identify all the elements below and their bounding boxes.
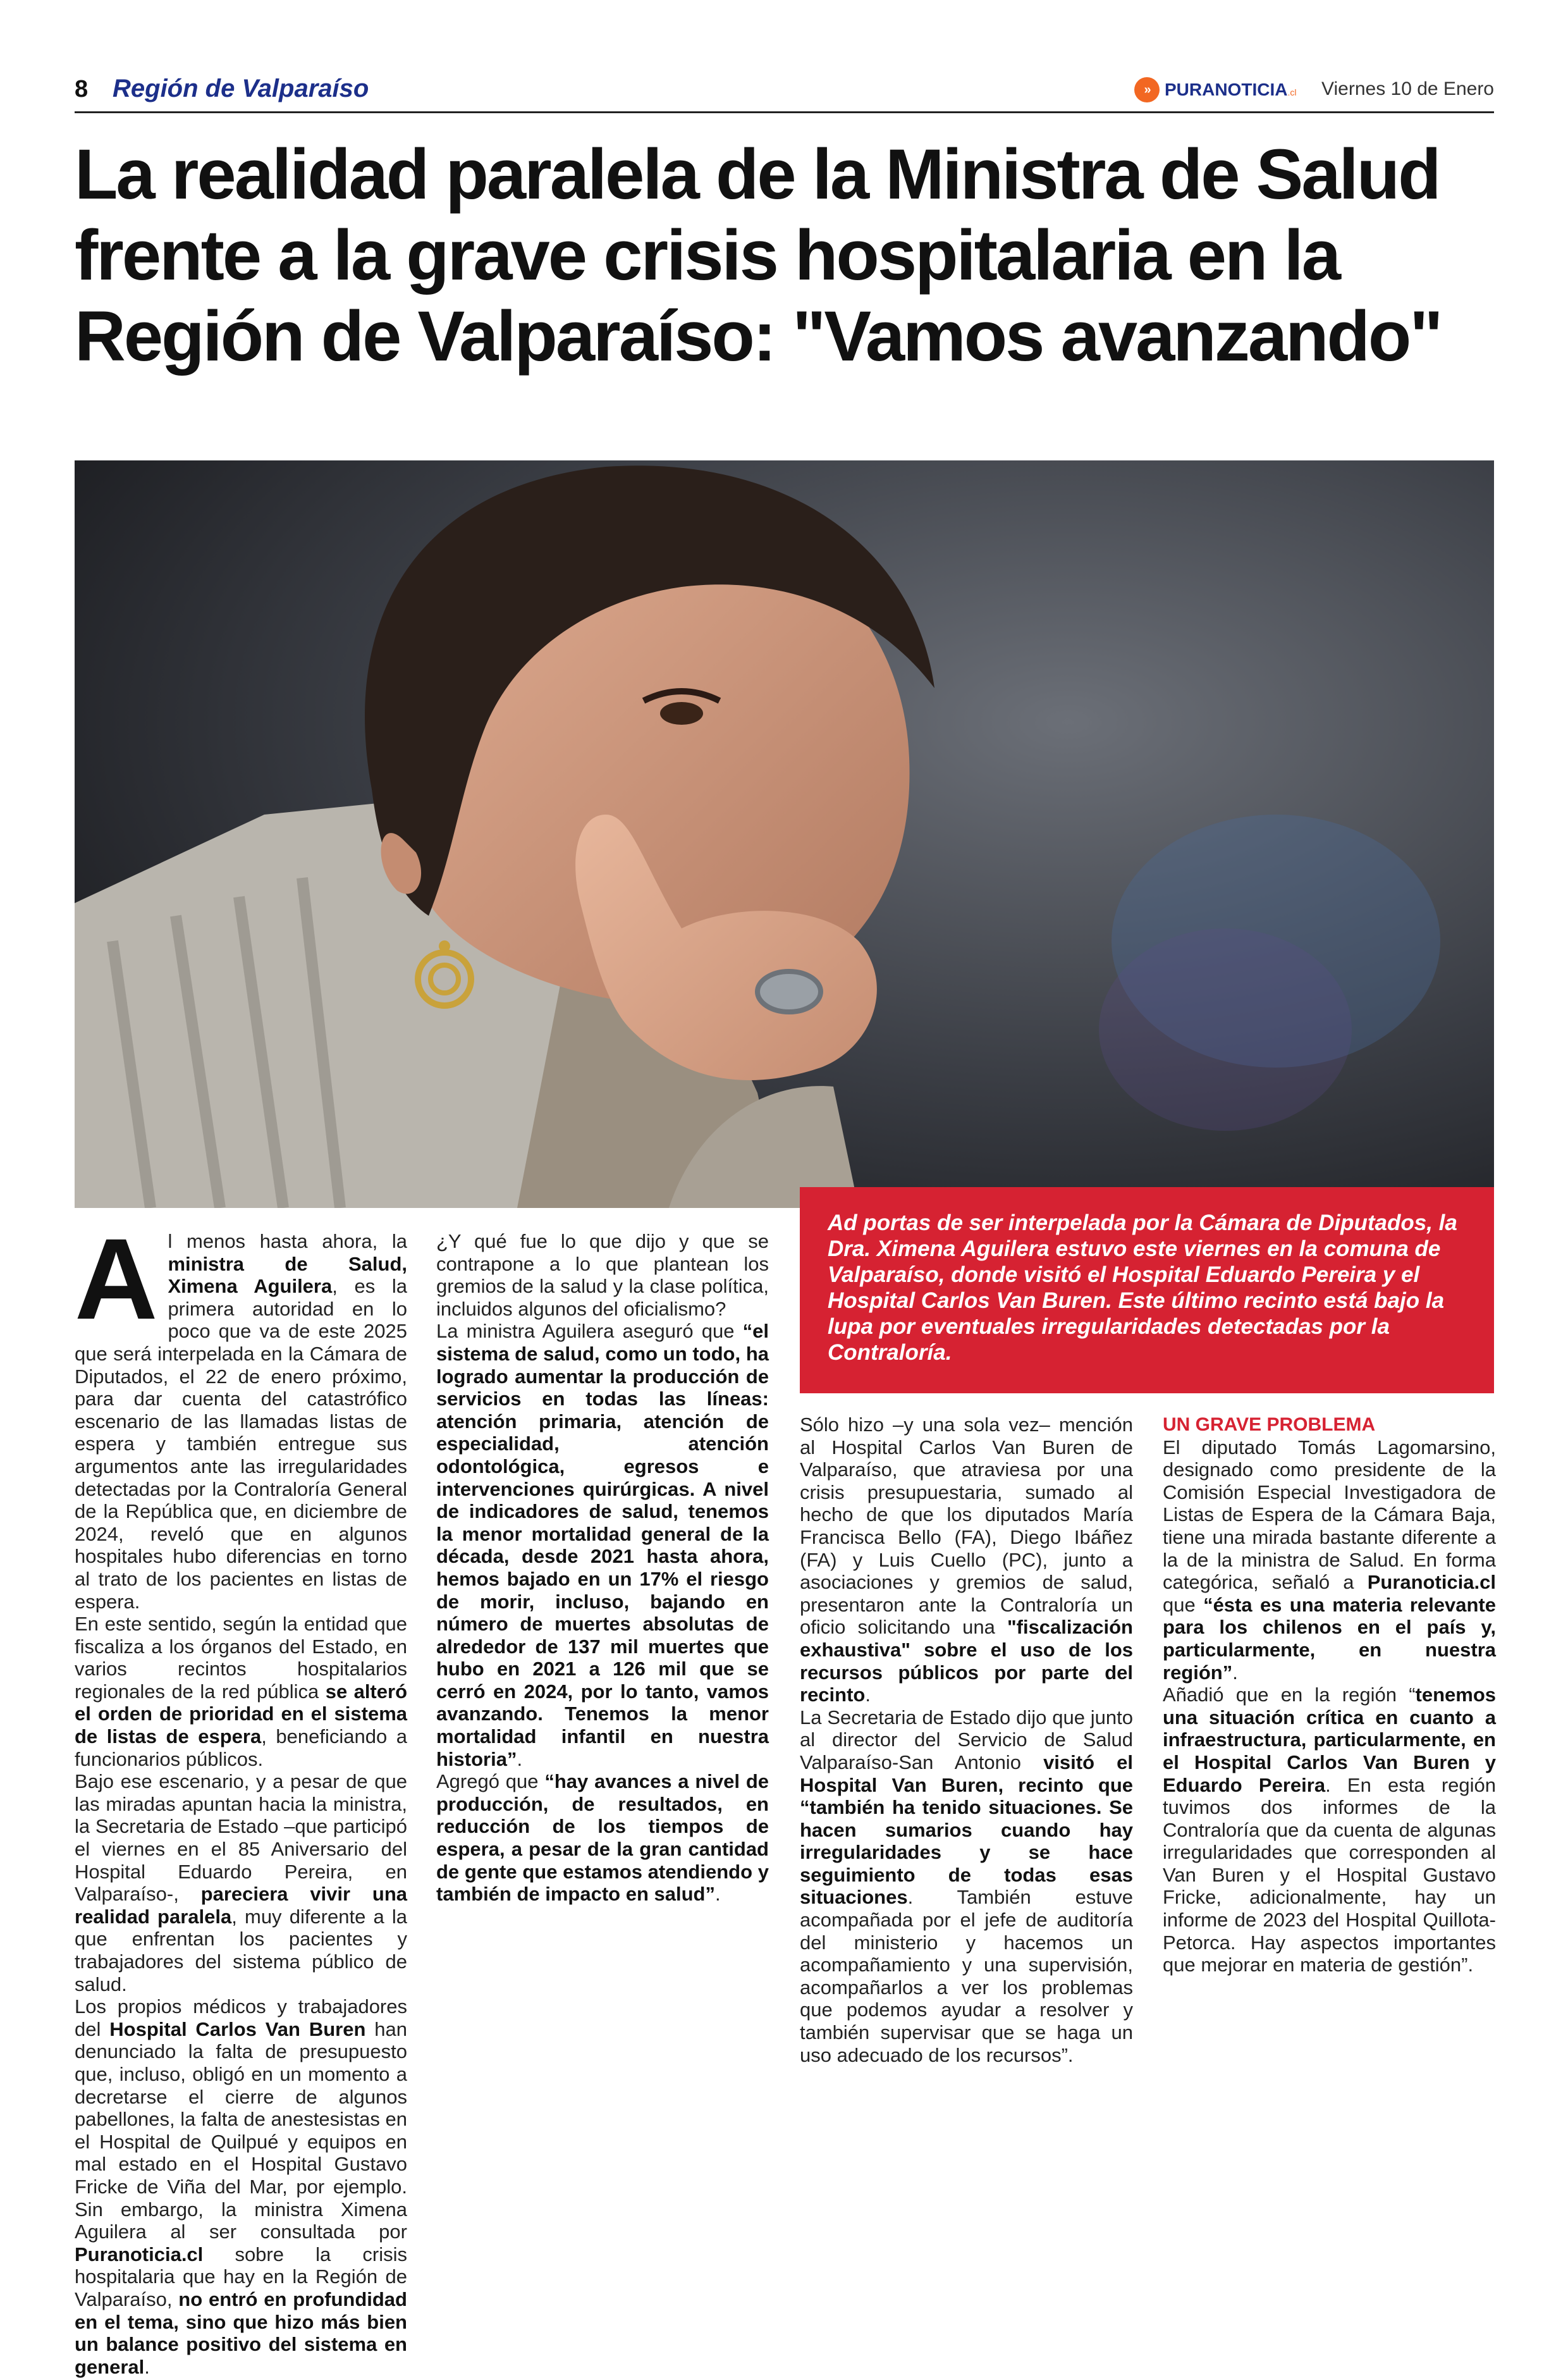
body-text: La Secretaria de Estado dijo que junto al director del Servicio de Salud Valparaíso-San Antonio xyxy=(800,1706,1133,1773)
page-number: 8 xyxy=(75,76,89,102)
body-text: han denunciado la falta de presupuesto que, incluso, obligó en un momento a decretarse el cierre de algunos pabellones, la falta de anestesistas en el Hospital de Quilpué y equipos en mal estado en el Hospital Gustavo Fricke de Viña del Mar, por ejemplo. Sin embargo, la ministra Ximena Aguilera al ser consultada por xyxy=(75,2018,407,2243)
body-text: . xyxy=(1232,1661,1238,1684)
paragraph xyxy=(1163,1684,1496,1976)
article-photo xyxy=(75,460,1494,1208)
brand-arrow-icon: » xyxy=(1134,77,1160,102)
body-text: Añadió que en la región “ xyxy=(1163,1684,1416,1706)
brand-name: PURANOTICIA xyxy=(1165,80,1288,99)
emphasized-text: “el sistema de salud, como un todo, ha logrado aumentar la producción de servicios en todas las líneas: atención primaria, atención de especialidad, atención odontológica, egresos e intervenciones quirúrgicas. A nivel de indicadores de salud, tenemos la menor mortalidad general de la década, desde 2021 hasta ahora, hemos bajado en un 17% el riesgo de morir, incluso, bajando en número de muertes absolutas de alrededor de 137 mil muertes que hubo en 2021 a 126 mil que se cerró en 2024, por lo tanto, vamos avanzando. Tenemos la menor mortalidad infantil en nuestra historia” xyxy=(436,1320,769,1770)
paragraph xyxy=(800,1706,1133,2067)
emphasized-text: Hospital Carlos Van Buren xyxy=(109,2018,366,2040)
paragraph xyxy=(436,1230,769,1320)
brand-suffix: .cl xyxy=(1287,87,1297,97)
emphasized-text: se alteró el orden de prioridad en el sistema de listas de espera xyxy=(75,1680,408,1748)
emphasized-text: no entró en profundidad en el tema, sino que hizo más bien un balance positivo del sistema en general xyxy=(75,2288,407,2378)
emphasized-text: Puranoticia.cl xyxy=(1367,1571,1496,1594)
body-text: ¿Y qué fue lo que dijo y que se contrapone a lo que plantean los gremios de la salud y la clase política, incluidos algunos del oficialismo? xyxy=(436,1230,769,1320)
body-text: Agregó que xyxy=(436,1770,545,1793)
brand-logo xyxy=(1134,77,1296,102)
body-text: La ministra Aguilera aseguró que xyxy=(436,1320,743,1343)
body-text: , es la primera autoridad en lo poco que va de este 2025 que será interpelada en la Cámara de Diputados, el 22 de enero próximo, para dar cuenta del catastrófico escenario de las llamadas listas de espera y también entregue sus argumentos ante las irregularidades detectadas por la Contraloría General de la República que, en diciembre de 2024, reveló que en algunos hospitales hubo diferencias en torno al trato de los pacientes en listas de espera. xyxy=(75,1275,407,1613)
article-column-4 xyxy=(1163,1414,1496,1976)
emphasized-text: “hay avances a nivel de producción, de resultados, en reducción de los tiempos de espera, a pesar de la gran cantidad de gente que estamos atendiendo y también de impacto en salud” xyxy=(436,1770,769,1906)
body-text: sobre la crisis hospitalaria que hay en la Región de Valparaíso, xyxy=(75,2243,407,2310)
body-text: que xyxy=(1163,1593,1204,1616)
paragraph xyxy=(75,1995,407,2378)
body-text: . xyxy=(144,2355,150,2378)
body-text: , muy diferente a la que enfrentan los pacientes y trabajadores del sistema público de salud. xyxy=(75,1905,408,1995)
body-text: , beneficiando a funcionarios públicos. xyxy=(75,1725,407,1770)
lead-paragraph xyxy=(75,1214,407,1613)
body-text: . xyxy=(865,1684,871,1706)
emphasized-text: pareciera vivir una realidad paralela xyxy=(75,1883,407,1928)
body-text: . En esta región tuvimos dos informes de la Contraloría que da cuenta de algunas irregularidades que corresponden al Van Buren y el Hospital Gustavo Fricke, adicionalmente, hay un informe de 2023 del Hospital Quillota-Petorca. Hay aspectos importantes que mejorar en materia de gestión”. xyxy=(1163,1773,1496,1976)
emphasized-text: visitó el Hospital Van Buren, recinto que “también ha tenido situaciones. Se hacen sumarios cuando hay irregularidades y se hace seguimiento de todas esas situaciones xyxy=(800,1751,1134,1909)
emphasized-text: “ésta es una materia relevante para los chilenos en el país y, particularmente, en nuestra región” xyxy=(1163,1593,1496,1684)
body-text: El diputado Tomás Lagomarsino, designado como presidente de la Comisión Especial Investigadora de Listas de Espera de la Cámara Baja, tiene una mirada bastante diferente a la de la ministra de Salud. En forma categórica, señaló a xyxy=(1163,1436,1496,1594)
article-column-2 xyxy=(436,1230,769,1906)
article-column-1 xyxy=(75,1214,408,2378)
paragraph xyxy=(1163,1436,1496,1684)
emphasized-text: tenemos una situación crítica en cuanto a infraestructura, particularmente, en el Hospital Carlos Van Buren y Eduardo Pereira xyxy=(1163,1684,1496,1796)
emphasized-text: ministra de Salud, Ximena Aguilera xyxy=(168,1252,407,1298)
article-column-3 xyxy=(800,1414,1133,2066)
body-text: . También estuve acompañada por el jefe de auditoría del ministerio y hacemos un acompañamiento y una supervisión, acompañarlos a ver los problemas que podemos ayudar a resolver y también supervisar que se haga un uso adecuado de los recursos”. xyxy=(800,1886,1133,2066)
paragraph xyxy=(436,1770,769,1906)
section-title: Región de Valparaíso xyxy=(113,75,369,102)
paragraph xyxy=(436,1320,769,1770)
photo-caption: Ad portas de ser interpelada por la Cámara de Diputados, la Dra. Ximena Aguilera estuvo este viernes en la comuna de Valparaíso, donde visitó el Hospital Eduardo Pereira y el Hospital Carlos Van Buren. Este último recinto está bajo la lupa por eventuales irregularidades detectadas por la Contraloría. xyxy=(800,1187,1494,1393)
body-text: . xyxy=(714,1883,721,1906)
headline: La realidad paralela de la Ministra de Salud frente a la grave crisis hospitalaria en la Región de Valparaíso: "Vamos avanzando" xyxy=(75,135,1442,376)
emphasized-text: "fiscalización exhaustiva" sobre el uso de los recursos públicos por parte del recinto xyxy=(800,1616,1133,1706)
body-text: Bajo ese escenario, y a pesar de que las miradas apuntan hacia la ministra, la Secretaria de Estado –que participó el viernes en el 85 Aniversario del Hospital Eduardo Pereira, en Valparaíso-, xyxy=(75,1770,407,1906)
drop-cap: A xyxy=(75,1214,158,1343)
photo-illustration xyxy=(75,460,1494,1208)
emphasized-text: Puranoticia.cl xyxy=(75,2243,204,2265)
paragraph xyxy=(75,1770,407,1995)
body-text: . xyxy=(517,1747,523,1770)
issue-date: Viernes 10 de Enero xyxy=(1321,78,1494,99)
body-text: Los propios médicos y trabajadores del xyxy=(75,1995,407,2040)
body-text: Sólo hizo –y una sola vez– mención al Hospital Carlos Van Buren de Valparaíso, que atraviesa por una crisis presupuestaria, sumado al hecho de que los diputados María Francisca Bello (FA), Diego Ibáñez (FA) y Luis Cuello (PC), junto a asociaciones y gremios de salud, presentaron ante la Contraloría un oficio solicitando una xyxy=(800,1414,1133,1639)
body-text: l menos hasta ahora, la xyxy=(168,1230,407,1252)
body-text: En este sentido, según la entidad que fiscaliza a los órganos del Estado, en varios recintos hospitalarios regionales de la red pública xyxy=(75,1613,407,1703)
paragraph xyxy=(800,1414,1133,1706)
paragraph xyxy=(75,1613,407,1770)
subheading: UN GRAVE PROBLEMA xyxy=(1163,1414,1376,1435)
paragraph-text xyxy=(75,1995,407,2378)
page-header xyxy=(75,68,1494,113)
